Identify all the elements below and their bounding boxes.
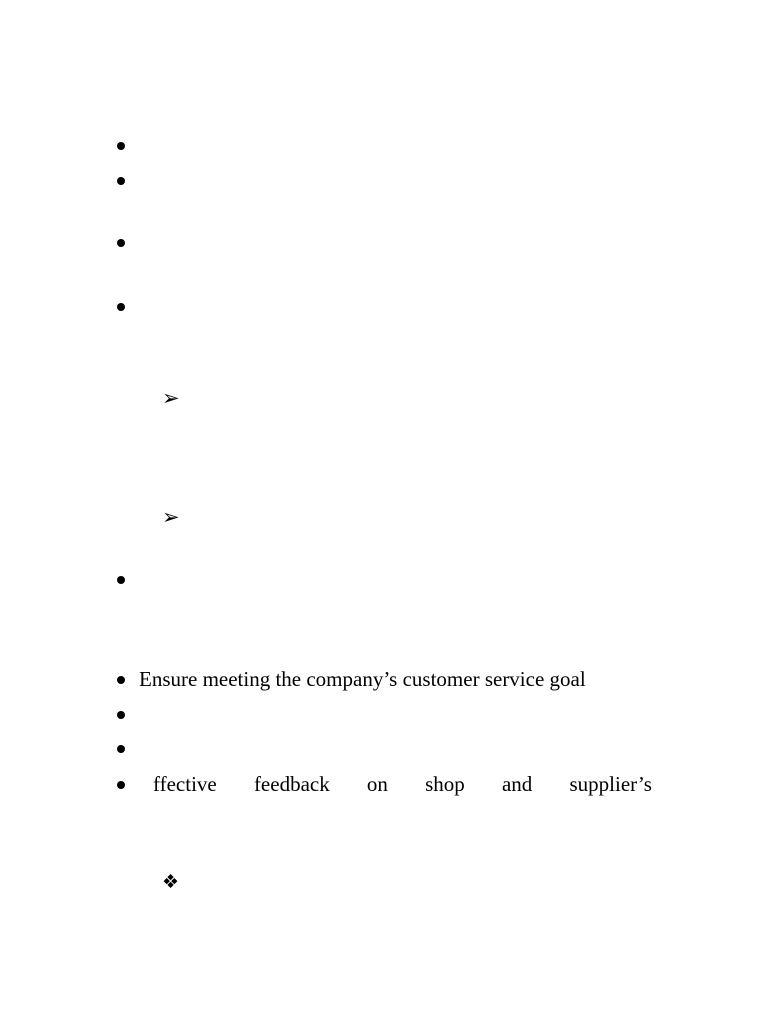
bullet-2 xyxy=(117,177,125,185)
word: and xyxy=(501,772,533,796)
bullet-4 xyxy=(117,303,125,311)
diamond-bullet-icon: ❖ xyxy=(162,872,180,893)
word: supplier’s xyxy=(569,772,652,796)
justified-feedback-line xyxy=(153,772,652,796)
bullet-text-customer-service-goal: Ensure meeting the company’s customer service goal xyxy=(139,667,586,691)
word: feedback xyxy=(253,772,330,796)
bullet-1 xyxy=(117,142,125,150)
arrow-bullet-icon: ➢ xyxy=(162,386,180,410)
word: on xyxy=(366,772,388,796)
bullet-3 xyxy=(117,239,125,247)
bullet-6 xyxy=(117,676,125,684)
bullet-7 xyxy=(117,711,125,719)
word: ffective xyxy=(153,772,217,796)
bullet-8 xyxy=(117,745,125,753)
bullet-5 xyxy=(117,576,125,584)
arrow-bullet-icon: ➢ xyxy=(162,505,180,529)
word: shop xyxy=(425,772,465,796)
bullet-9 xyxy=(117,781,125,789)
